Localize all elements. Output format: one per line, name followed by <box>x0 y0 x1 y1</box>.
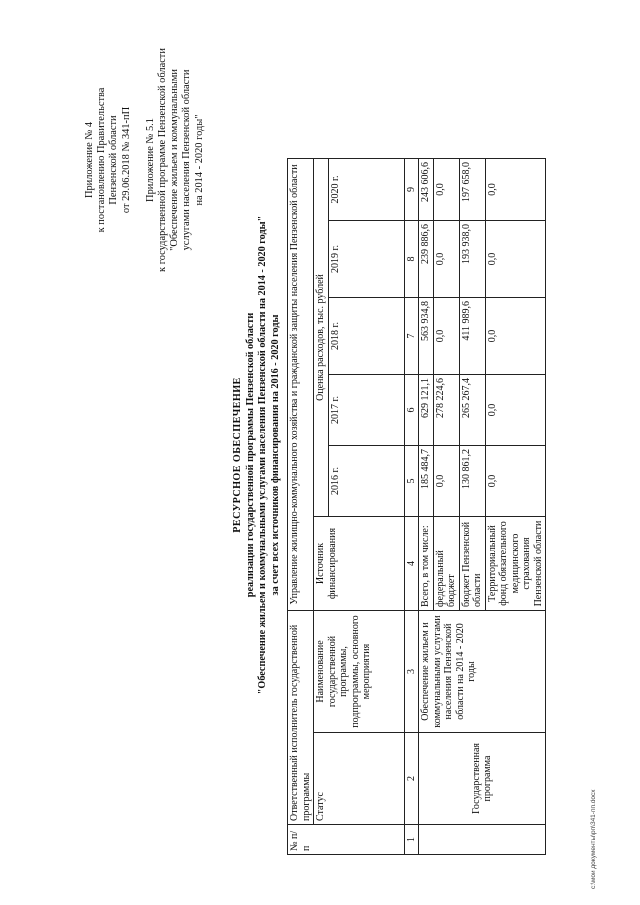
header-year: 2019 г. <box>328 221 404 298</box>
file-path-footer: c:\мои документы\рп\341-пп.docx <box>590 789 597 889</box>
appendix-line: услугами населения Пензенской области <box>181 69 193 251</box>
column-number: 9 <box>404 159 419 221</box>
source-label: Территориальный фонд обязательного медицинского страхования Пензенской области <box>485 517 546 611</box>
column-number: 1 <box>404 825 419 855</box>
table-row <box>419 159 434 855</box>
value-cell: 185 484,7 <box>419 446 434 517</box>
resource-table <box>287 158 546 855</box>
value-cell: 0,0 <box>485 375 546 446</box>
value-cell: 0,0 <box>485 298 546 375</box>
header-agency: Управление жилищно-коммунального хозяйства и гражданской защиты населения Пензенской области <box>288 159 314 611</box>
source-label: бюджет Пензенской области <box>459 517 485 611</box>
column-numbers-row <box>404 159 419 855</box>
appendix-line: Пензенской области <box>108 115 120 205</box>
value-cell: 243 606,6 <box>419 159 434 221</box>
value-cell: 130 861,2 <box>459 446 485 517</box>
column-number: 5 <box>404 446 419 517</box>
value-cell: 0,0 <box>485 159 546 221</box>
header-source: Источник финансирования <box>314 517 405 611</box>
column-number: 7 <box>404 298 419 375</box>
value-cell: 629 121,1 <box>419 375 434 446</box>
value-cell: 0,0 <box>485 221 546 298</box>
header-row-1 <box>288 159 314 855</box>
column-number: 2 <box>404 733 419 825</box>
column-number: 8 <box>404 221 419 298</box>
column-number: 4 <box>404 517 419 611</box>
header-year: 2016 г. <box>328 446 404 517</box>
header-estimate: Оценка расходов, тыс. рублей <box>314 159 329 517</box>
header-year: 2017 г. <box>328 375 404 446</box>
header-year: 2018 г. <box>328 298 404 375</box>
value-cell: 0,0 <box>433 446 459 517</box>
header-status: Статус <box>314 733 405 825</box>
appendix-line: к государственной программе Пензенской области <box>157 48 169 272</box>
appendix-line: от 29.06.2018 № 341-пП <box>120 106 132 214</box>
value-cell: 278 224,6 <box>433 375 459 446</box>
header-responsible: Ответственный исполнитель государственной программы <box>288 611 314 825</box>
value-cell: 197 658,0 <box>459 159 485 221</box>
program-status: Государственная программа <box>419 733 546 825</box>
header-year: 2020 г. <box>328 159 404 221</box>
value-cell: 0,0 <box>433 159 459 221</box>
appendix-line: Приложение № 4 <box>84 121 95 199</box>
value-cell: 0,0 <box>433 221 459 298</box>
appendix-line: на 2014 - 2020 годы" <box>193 114 205 206</box>
column-number: 6 <box>404 375 419 446</box>
program-name: "Обеспечение жильем и коммунальными услугами населения Пензенской области на 2014 - 2020 годы" <box>257 215 269 695</box>
appendix-block <box>84 25 206 295</box>
appendix-line: "Обеспечение жильем и коммунальными <box>169 69 181 251</box>
appendix-line: к постановлению Правительства <box>96 87 108 233</box>
value-cell: 0,0 <box>433 298 459 375</box>
value-cell: 563 934,8 <box>419 298 434 375</box>
source-label: Всего, в том числе: <box>419 517 434 611</box>
header-name: Наименование государственной программы, подпрограммы, основного мероприятия <box>314 611 405 733</box>
document-title: РЕСУРСНОЕ ОБЕСПЕЧЕНИЕ <box>232 377 243 533</box>
column-number: 3 <box>404 611 419 733</box>
program-title: Обеспечение жильем и коммунальными услугами населения Пензенской области на 2014 - 2020 годы <box>419 611 546 733</box>
source-label: федеральный бюджет <box>433 517 459 611</box>
value-cell: 265 267,4 <box>459 375 485 446</box>
funding-scope: за счет всех источников финансирования на 2016 - 2020 годы <box>269 314 281 596</box>
header-num: № п/п <box>288 825 405 855</box>
appendix-line: Приложение № 5.1 <box>144 118 156 202</box>
document-heading <box>232 205 282 705</box>
row-num-cell <box>419 825 546 855</box>
value-cell: 0,0 <box>485 446 546 517</box>
value-cell: 239 886,6 <box>419 221 434 298</box>
value-cell: 193 938,0 <box>459 221 485 298</box>
document-subtitle: реализации государственной программы Пензенской области <box>244 312 256 598</box>
value-cell: 411 989,6 <box>459 298 485 375</box>
header-row-2 <box>314 159 329 855</box>
